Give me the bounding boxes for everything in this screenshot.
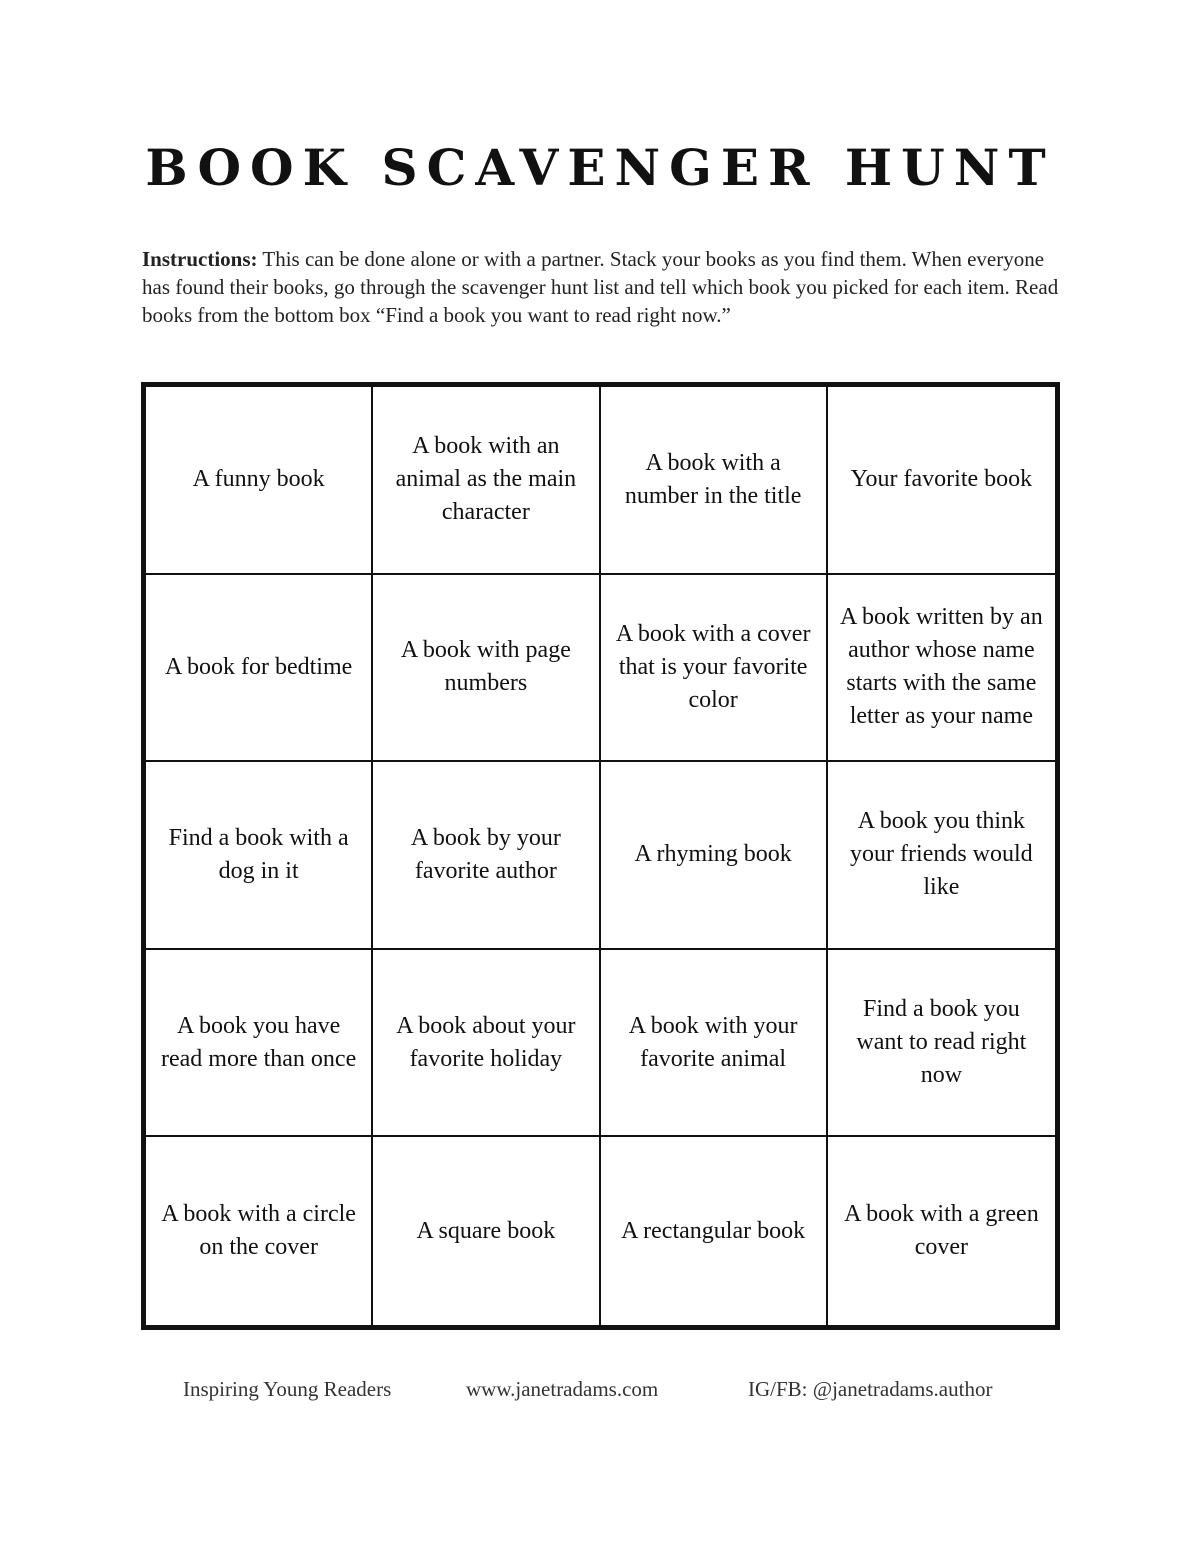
footer-social: IG/FB: @janetradams.author bbox=[748, 1377, 993, 1401]
grid-cell: A book with a cover that is your favorite color bbox=[601, 575, 828, 763]
grid-cell: A book written by an author whose name starts with the same letter as your name bbox=[828, 575, 1055, 763]
grid-cell: A funny book bbox=[146, 387, 373, 575]
grid-cell: A book you have read more than once bbox=[146, 950, 373, 1138]
instructions-label: Instructions: bbox=[142, 247, 258, 271]
grid-cell: A rectangular book bbox=[601, 1137, 828, 1325]
footer-tagline: Inspiring Young Readers bbox=[183, 1377, 392, 1401]
grid-cell: Find a book with a dog in it bbox=[146, 762, 373, 950]
grid-cell: A book about your favorite holiday bbox=[373, 950, 600, 1138]
grid-cell: A book with a green cover bbox=[844, 1201, 1039, 1261]
grid-cell: A book with a circle on the cover bbox=[146, 1137, 373, 1325]
grid-cell: Your favorite book bbox=[828, 387, 1055, 575]
grid-cell: A book with an animal as the main character bbox=[373, 387, 600, 575]
instructions-paragraph bbox=[142, 245, 1062, 329]
grid-cell: A book with your favorite animal bbox=[601, 950, 828, 1138]
grid-cell: A rhyming book bbox=[601, 762, 828, 950]
grid-cell: A square book bbox=[373, 1137, 600, 1325]
grid-cell: A book with page numbers bbox=[373, 575, 600, 763]
grid-cell: A book by your favorite author bbox=[373, 762, 600, 950]
grid-cell: A book for bedtime bbox=[146, 575, 373, 763]
grid-cell: Find a book you want to read right now bbox=[828, 950, 1055, 1138]
scavenger-hunt-grid bbox=[141, 382, 1060, 1330]
grid-cell: A book you think your friends would like bbox=[828, 762, 1055, 950]
page-title: BOOK SCAVENGER HUNT bbox=[145, 138, 1055, 197]
footer-website: www.janetradams.com bbox=[466, 1377, 659, 1401]
instructions-text: This can be done alone or with a partner. Stack your books as you find them. When everyone has found their books, go through the scavenger hunt list and tell which book you picked for each item. Read books from the bottom box “Find a book you want to read right now.” bbox=[142, 247, 1059, 327]
grid-cell: A book with a number in the title bbox=[601, 387, 828, 575]
